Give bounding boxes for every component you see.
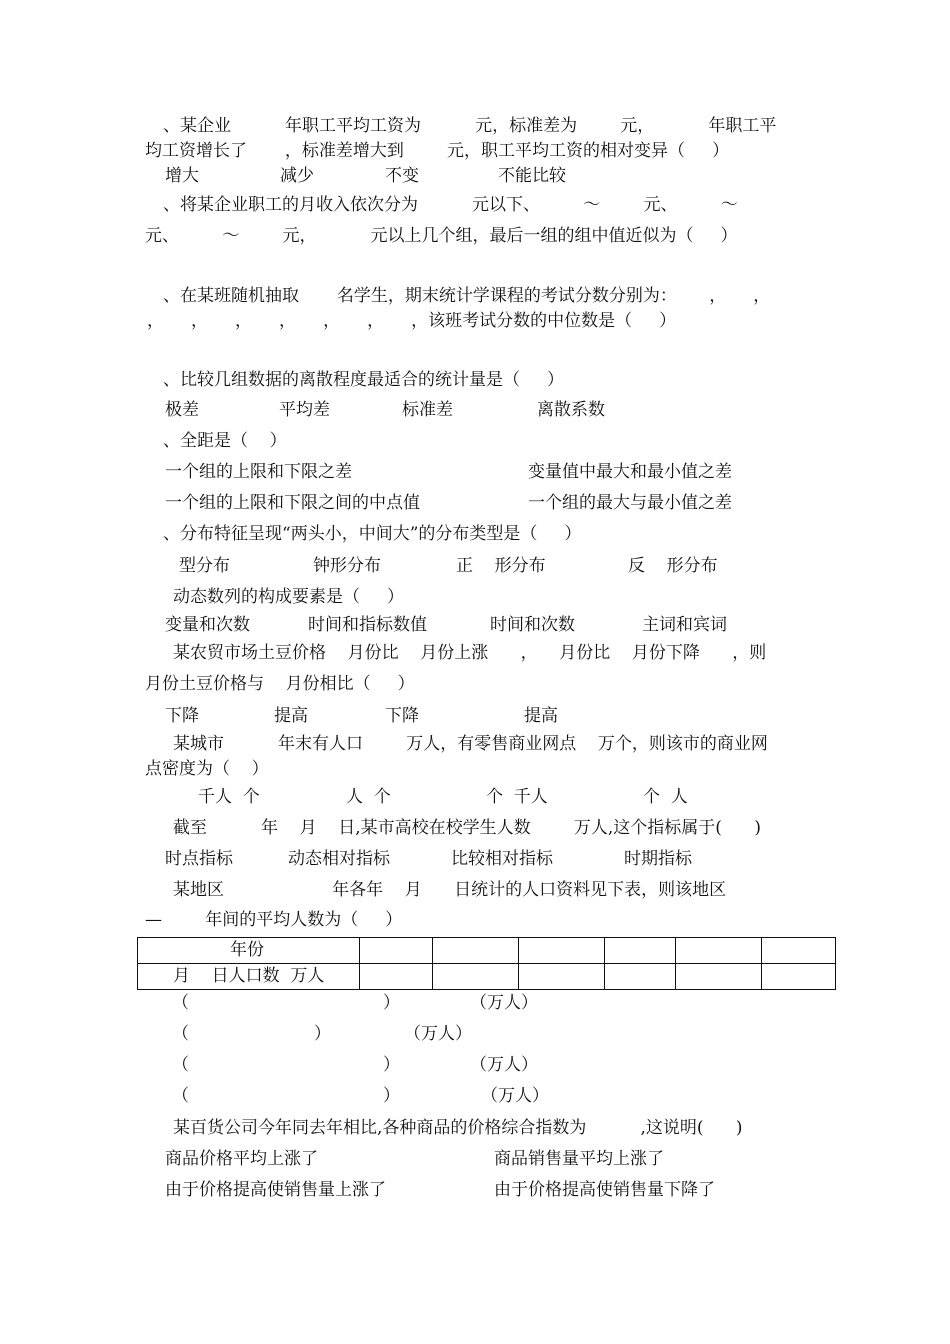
q7-option-d: 主词和宾词 <box>642 615 727 635</box>
q1-option-c: 不变 <box>385 166 419 186</box>
q8-option-c: 下降 <box>385 706 419 726</box>
table-header-year: 年份 <box>138 938 360 964</box>
q1-line-1: 、某企业 年职工平均工资为 元，标准差为 元， 年职工平 <box>163 116 777 136</box>
table-cell <box>433 938 519 964</box>
q7-option-c: 时间和次数 <box>490 615 575 635</box>
q4-option-a: 极差 <box>165 400 199 420</box>
q6-stem: 、分布特征呈现“两头小，中间大”的分布类型是（ ） <box>163 524 582 544</box>
table-cell <box>519 938 605 964</box>
table-cell <box>762 964 836 990</box>
q6-option-a: 型分布 <box>179 556 230 576</box>
q4-stem: 、比较几组数据的离散程度最适合的统计量是（ ） <box>163 370 565 390</box>
q7-option-a: 变量和次数 <box>165 615 250 635</box>
q11-option-c-unit: （万人） <box>470 1055 538 1075</box>
table-row-population <box>138 964 836 990</box>
q10-stem: 截至 年 月 日,某市高校在校学生人数 万人,这个指标属于( ) <box>173 818 761 838</box>
q12-option-a: 商品价格平均上涨了 <box>165 1149 318 1169</box>
q2-line-1: 、将某企业职工的月收入依次分为 元以下、 ～ 元、 ～ <box>163 195 738 215</box>
q5-stem: 、全距是（ ） <box>163 431 287 451</box>
table-cell <box>360 964 433 990</box>
q6-option-b: 钟形分布 <box>313 556 381 576</box>
table-header-population: 月 日人口数 万人 <box>138 964 360 990</box>
q5-option-a: 一个组的上限和下限之差 <box>165 462 352 482</box>
q9-option-d: 个 人 <box>643 787 688 807</box>
q8-option-b: 提高 <box>274 706 308 726</box>
q8-option-a: 下降 <box>165 706 199 726</box>
q11-option-a-close: ） <box>383 993 400 1013</box>
population-table <box>137 937 836 990</box>
table-cell <box>605 964 676 990</box>
table-row-year <box>138 938 836 964</box>
q1-line-2: 均工资增长了 ，标准差增大到 元，职工平均工资的相对变异（ ） <box>145 141 730 161</box>
q5-option-d: 一个组的最大与最小值之差 <box>528 493 732 513</box>
q12-stem: 某百货公司今年同去年相比,各种商品的价格综合指数为 ,这说明( ) <box>173 1118 743 1138</box>
q1-option-b: 减少 <box>280 166 314 186</box>
q6-option-d: 反 形分布 <box>628 556 718 576</box>
q1-option-a: 增大 <box>165 166 199 186</box>
q9-option-a: 千人 个 <box>198 787 260 807</box>
q11-option-a-unit: （万人） <box>470 993 538 1013</box>
q7-option-b: 时间和指标数值 <box>308 615 427 635</box>
q11-option-b-close: ） <box>314 1024 331 1044</box>
q11-option-d-open: （ <box>172 1086 189 1106</box>
q11-option-d-unit: （万人） <box>481 1086 549 1106</box>
table-cell <box>360 938 433 964</box>
q3-line-2: ， ， ， ， ， ， ，该班考试分数的中位数是（ ） <box>147 311 677 331</box>
q11-option-c-open: （ <box>172 1055 189 1075</box>
table-cell <box>519 964 605 990</box>
q12-option-c: 由于价格提高使销售量上涨了 <box>165 1180 386 1200</box>
q11-line-1: 某地区 年各年 月 日统计的人口资料见下表，则该地区 <box>173 880 727 900</box>
q9-option-c: 个 千人 <box>486 787 548 807</box>
q7-stem: 动态数列的构成要素是（ ） <box>173 587 405 607</box>
q4-option-d: 离散系数 <box>537 400 605 420</box>
q11-option-c-close: ） <box>383 1055 400 1075</box>
q10-option-b: 动态相对指标 <box>288 849 390 869</box>
q11-option-d-close: ） <box>383 1086 400 1106</box>
q1-option-d: 不能比较 <box>498 166 566 186</box>
q11-option-a-open: （ <box>172 993 189 1013</box>
q8-option-d: 提高 <box>524 706 558 726</box>
q5-option-c: 一个组的上限和下限之间的中点值 <box>165 493 420 513</box>
q10-option-c: 比较相对指标 <box>451 849 553 869</box>
table-cell <box>605 938 676 964</box>
q6-option-c: 正 形分布 <box>456 556 546 576</box>
q5-option-b: 变量值中最大和最小值之差 <box>528 462 732 482</box>
q12-option-b: 商品销售量平均上涨了 <box>494 1149 664 1169</box>
q11-line-2: — 年间的平均人数为（ ） <box>145 910 403 930</box>
q10-option-d: 时期指标 <box>624 849 692 869</box>
q9-line-2: 点密度为（ ） <box>145 759 269 779</box>
table-cell <box>762 938 836 964</box>
q3-line-1: 、在某班随机抽取 名学生，期末统计学课程的考试分数分别为： ， ， <box>163 286 771 306</box>
table-cell <box>676 964 762 990</box>
table-cell <box>676 938 762 964</box>
q4-option-c: 标准差 <box>402 400 453 420</box>
q9-option-b: 人 个 <box>346 787 391 807</box>
q9-line-1: 某城市 年末有人口 万人，有零售商业网点 万个，则该市的商业网 <box>173 734 768 754</box>
q11-option-b-open: （ <box>172 1024 189 1044</box>
q4-option-b: 平均差 <box>279 400 330 420</box>
q8-line-1: 某农贸市场土豆价格 月份比 月份上涨 ， 月份比 月份下降 ，则 <box>173 643 767 663</box>
q12-option-d: 由于价格提高使销售量下降了 <box>494 1180 715 1200</box>
q8-line-2: 月份土豆价格与 月份相比（ ） <box>145 674 415 694</box>
q10-option-a: 时点指标 <box>165 849 233 869</box>
q11-option-b-unit: （万人） <box>404 1024 472 1044</box>
table-cell <box>433 964 519 990</box>
q2-line-2: 元、 ～ 元， 元以上几个组，最后一组的组中值近似为（ ） <box>145 226 738 246</box>
